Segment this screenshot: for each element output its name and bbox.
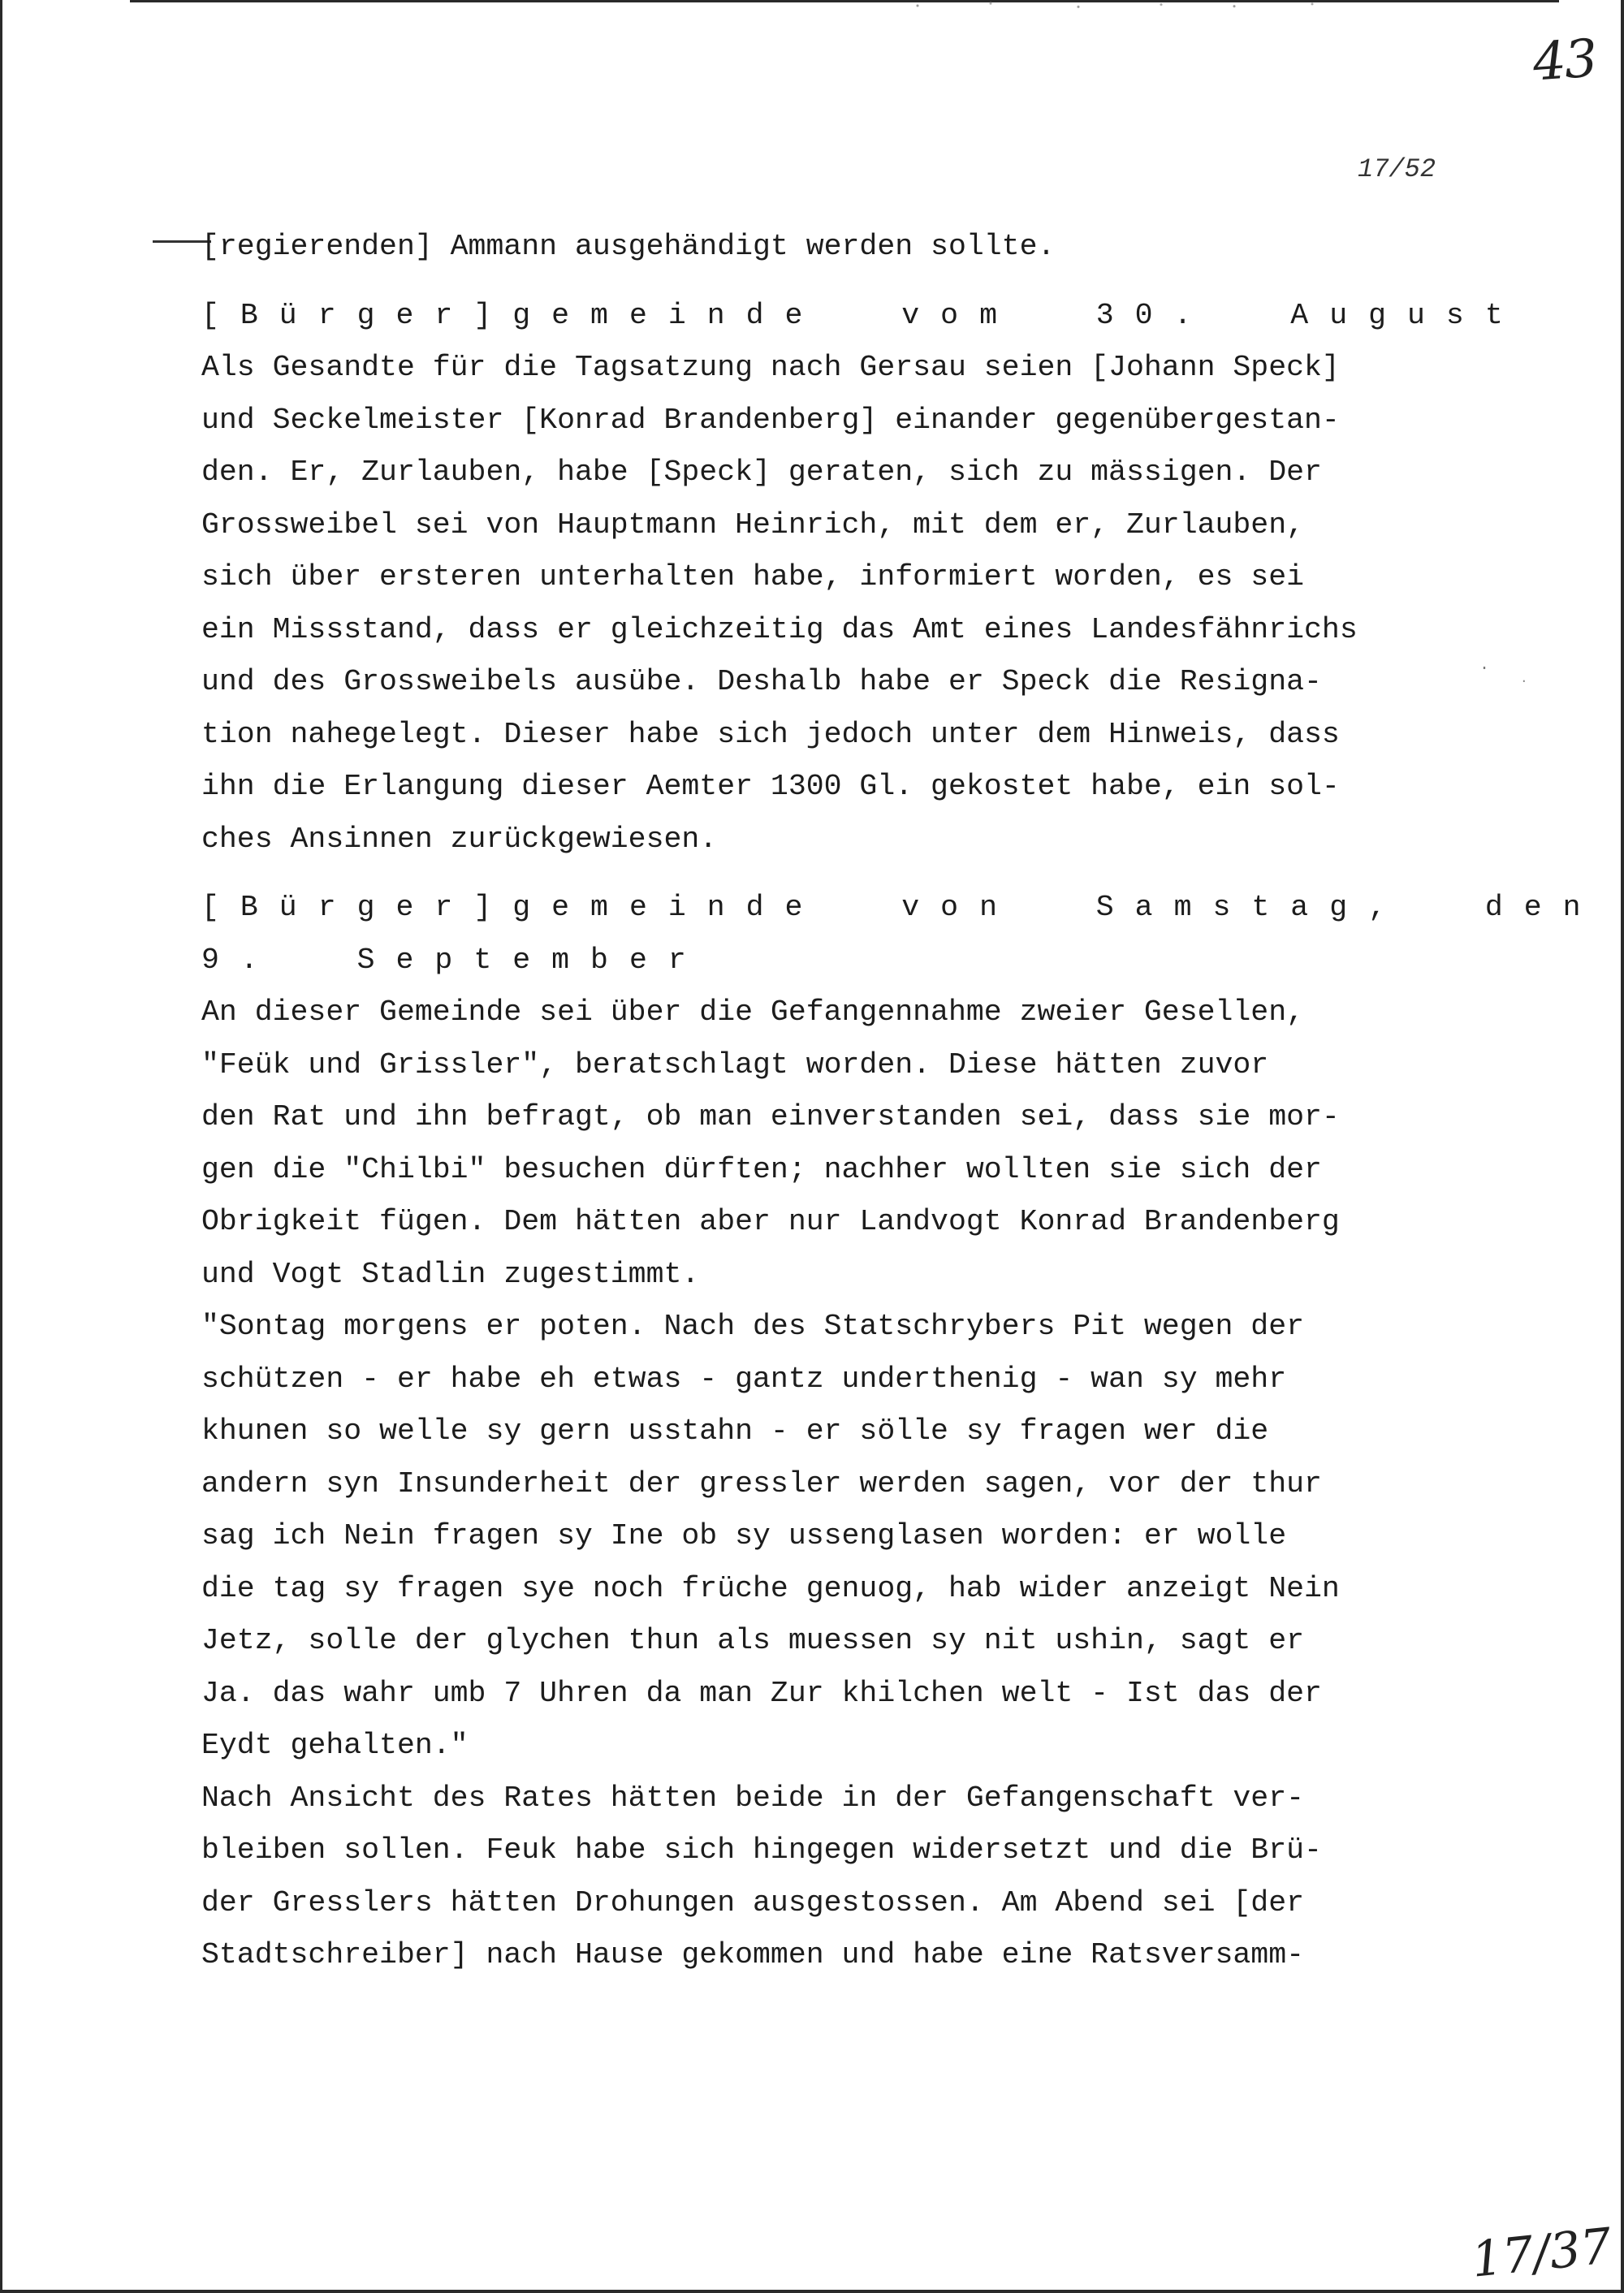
text-line: Als Gesandte für die Tagsatzung nach Gersau seien [Johann Speck]: [201, 351, 1340, 384]
section-heading-continued: 9. September: [201, 943, 707, 977]
quote-line: "Sontag morgens er poten. Nach des Statschrybers Pit wegen der: [201, 1310, 1305, 1343]
scan-speckles: [893, 0, 1380, 11]
section-heading: [Bürger]gemeinde vom 30. August: [201, 298, 1524, 332]
text-line: [regierenden] Ammann ausgehändigt werden sollte.: [201, 230, 1056, 263]
quote-line: Jetz, solle der glychen thun als muessen sy nit ushin, sagt er: [201, 1624, 1305, 1657]
section-heading: [Bürger]gemeinde von Samstag, den: [201, 891, 1602, 924]
sheet-reference: 17/37: [1468, 2217, 1615, 2289]
text-line: und des Grossweibels ausübe. Deshalb habe er Speck die Resigna-: [201, 665, 1322, 698]
text-line: und Vogt Stadlin zugestimmt.: [201, 1257, 700, 1291]
text-line: Stadtschreiber] nach Hause gekommen und habe eine Ratsversamm-: [201, 1938, 1305, 1971]
page-reference: 17/52: [1358, 154, 1436, 184]
scan-border-right: [1621, 0, 1624, 2293]
text-line: Obrigkeit fügen. Dem hätten aber nur Landvogt Konrad Brandenberg: [201, 1205, 1340, 1238]
text-line: sich über ersteren unterhalten habe, informiert worden, es sei: [201, 560, 1305, 594]
scan-border-bottom: [0, 2290, 1624, 2293]
text-line: den. Er, Zurlauben, habe [Speck] geraten, sich zu mässigen. Der: [201, 456, 1322, 489]
text-line: Nach Ansicht des Rates hätten beide in der Gefangenschaft ver-: [201, 1781, 1305, 1815]
text-line: den Rat und ihn befragt, ob man einverstanden sei, dass sie mor-: [201, 1100, 1340, 1134]
archive-number: 43: [1531, 28, 1598, 93]
quote-line: Ja. das wahr umb 7 Uhren da man Zur khilchen welt - Ist das der: [201, 1676, 1322, 1710]
margin-speck: ·: [1479, 659, 1490, 678]
document-body: [201, 221, 1602, 1982]
text-line: ein Missstand, dass er gleichzeitig das Amt eines Landesfähnrichs: [201, 612, 1358, 646]
text-line: An dieser Gemeinde sei über die Gefangennahme zweier Gesellen,: [201, 995, 1305, 1029]
quote-line: Eydt gehalten.": [201, 1729, 469, 1762]
text-line: der Gresslers hätten Drohungen ausgestossen. Am Abend sei [der: [201, 1885, 1305, 1919]
text-line: tion nahegelegt. Dieser habe sich jedoch unter dem Hinweis, dass: [201, 717, 1340, 751]
quote-line: sag ich Nein fragen sy Ine ob sy ussenglasen worden: er wolle: [201, 1519, 1287, 1552]
quote-line: andern syn Insunderheit der gressler werden sagen, vor der thur: [201, 1466, 1322, 1501]
quote-line: khunen so welle sy gern usstahn - er sölle sy fragen wer die: [201, 1414, 1269, 1448]
margin-speck: ·: [1520, 674, 1528, 689]
scan-border-left: [0, 0, 2, 2293]
text-line: gen die "Chilbi" besuchen dürften; nachher wollten sie sich der: [201, 1152, 1322, 1186]
text-line: Grossweibel sei von Hauptmann Heinrich, mit dem er, Zurlauben,: [201, 507, 1305, 542]
text-line: bleiben sollen. Feuk habe sich hingegen widersetzt und die Brü-: [201, 1833, 1322, 1867]
text-line: ihn die Erlangung dieser Aemter 1300 Gl. gekostet habe, ein sol-: [201, 770, 1340, 803]
text-line: "Feük und Grissler", beratschlagt worden. Diese hätten zuvor: [201, 1047, 1269, 1082]
quote-line: die tag sy fragen sye noch früche genuog, hab wider anzeigt Nein: [201, 1571, 1340, 1605]
text-line: ches Ansinnen zurückgewiesen.: [201, 822, 718, 856]
text-line: und Seckelmeister [Konrad Brandenberg] einander gegenübergestan-: [201, 403, 1340, 437]
quote-line: schützen - er habe eh etwas - gantz underthenig - wan sy mehr: [201, 1362, 1287, 1396]
